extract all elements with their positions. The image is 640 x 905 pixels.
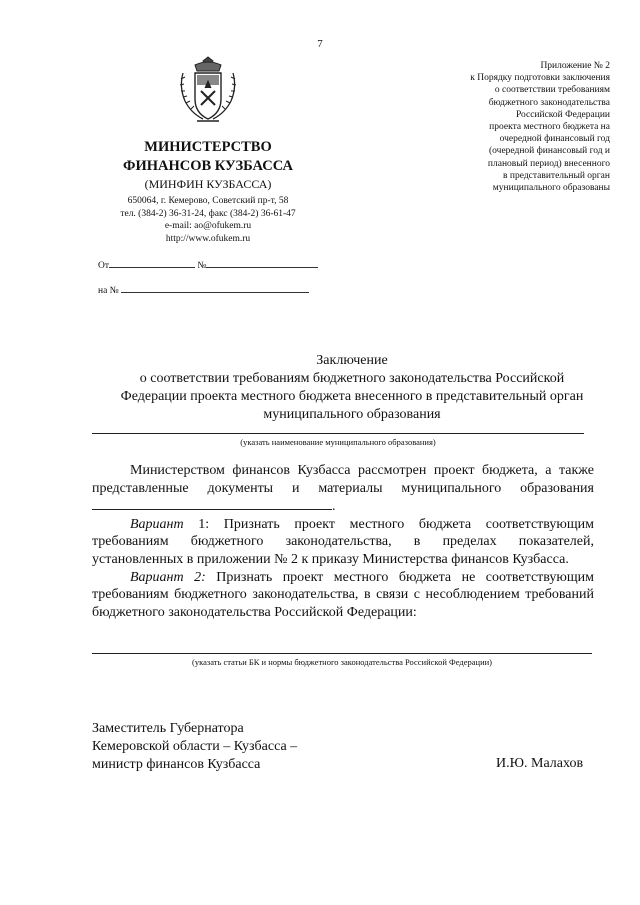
title-line2: о соответствии требованиям бюджетного законодательства Российской [139, 371, 565, 386]
appendix-line: о соответствии требованиям [494, 85, 610, 96]
municipality-hint: (указать наименование муниципального образования) [240, 437, 436, 447]
title-line3: Федерации проекта местного бюджета внесенного в представительный орган [120, 389, 584, 404]
appendix-line: (очередной финансовый год и [489, 146, 610, 157]
signature-line2: Кемеровской области – Кузбасса – [92, 739, 298, 754]
body-text [92, 462, 594, 621]
number-label: № [197, 261, 207, 271]
email: e-mail: ao@ofukem.ru [164, 221, 252, 231]
ministry-short-name: (МИНФИН КУЗБАССА) [144, 177, 272, 191]
website: http://www.ofukem.ru [165, 233, 251, 244]
variant2-paragraph [92, 569, 594, 622]
document-title [92, 352, 612, 424]
appendix-line: бюджетного законодательства [488, 97, 610, 108]
kuzbass-coat-of-arms-icon [175, 55, 241, 125]
municipality-fill-line [92, 433, 584, 434]
articles-fill-line [92, 653, 592, 654]
title-line4: муниципального образования [263, 407, 441, 422]
number-field [206, 258, 318, 268]
variant1-label: Вариант [130, 516, 184, 532]
variant2-label: Вариант 2: [130, 569, 206, 585]
appendix-line: очередной финансовый год [499, 134, 610, 145]
appendix-line: плановый период) внесенного [487, 158, 610, 169]
appendix-line: к Порядку подготовки заключения [470, 73, 610, 84]
ref-field [121, 283, 309, 293]
address: 650064, г. Кемерово, Советский пр-т, 58 [127, 196, 289, 206]
signer-name: И.Ю. Малахов [496, 756, 584, 771]
ministry-name-line1: МИНИСТЕРСТВО [144, 139, 272, 155]
phones: тел. (384-2) 36-31-24, факс (384-2) 36-61-47 [120, 208, 296, 219]
contact-block [90, 195, 326, 245]
appendix-line: проекта местного бюджета на [489, 122, 610, 133]
from-label: От [98, 261, 110, 271]
municipality-inline-field [92, 497, 332, 510]
ministry-name [90, 138, 326, 176]
appendix-line: Российской Федерации [515, 109, 610, 120]
from-field [109, 258, 195, 268]
variant2-text: Признать проект местного бюджета не соответствующим требованиям бюджетного законодательства, в связи с несоблюдением требований бюджетного законодательства Российской Федерации: [92, 569, 594, 620]
signature-line1: Заместитель Губернатора [92, 721, 244, 736]
appendix-block [408, 60, 610, 194]
appendix-line: в представительный орган [503, 170, 610, 181]
title-line1: Заключение [316, 353, 388, 368]
signature-line3: министр финансов Кузбасса [92, 757, 261, 772]
intro-text: Министерством финансов Кузбасса рассмотрен проект бюджета, а также представленные документы и материалы муниципального образования [92, 463, 594, 496]
ministry-name-line2: ФИНАНСОВ КУЗБАССА [123, 158, 293, 174]
intro-paragraph: Министерством финансов Кузбасса рассмотрен проект бюджета, а также представленные документы и материалы муниципального образования . [92, 463, 594, 515]
ref-label: на № [98, 286, 119, 296]
variant1-number: 1: [198, 516, 210, 532]
registration-line [98, 258, 318, 271]
reference-line [98, 283, 309, 296]
variant1-text: Признать проект местного бюджета соответствующим требованиям бюджетного законодательства, в пределах показателей, установленных в приложении № 2 к приказу Министерства финансов Кузбасса. [92, 516, 594, 567]
variant1-paragraph [92, 516, 594, 569]
appendix-line: Приложение № 2 [540, 61, 610, 71]
signature-block [92, 720, 297, 774]
appendix-line: муниципального образованы [492, 183, 610, 194]
page-number: 7 [317, 38, 323, 50]
articles-hint: (указать статьи БК и нормы бюджетного законодательства Российской Федерации) [191, 657, 493, 667]
